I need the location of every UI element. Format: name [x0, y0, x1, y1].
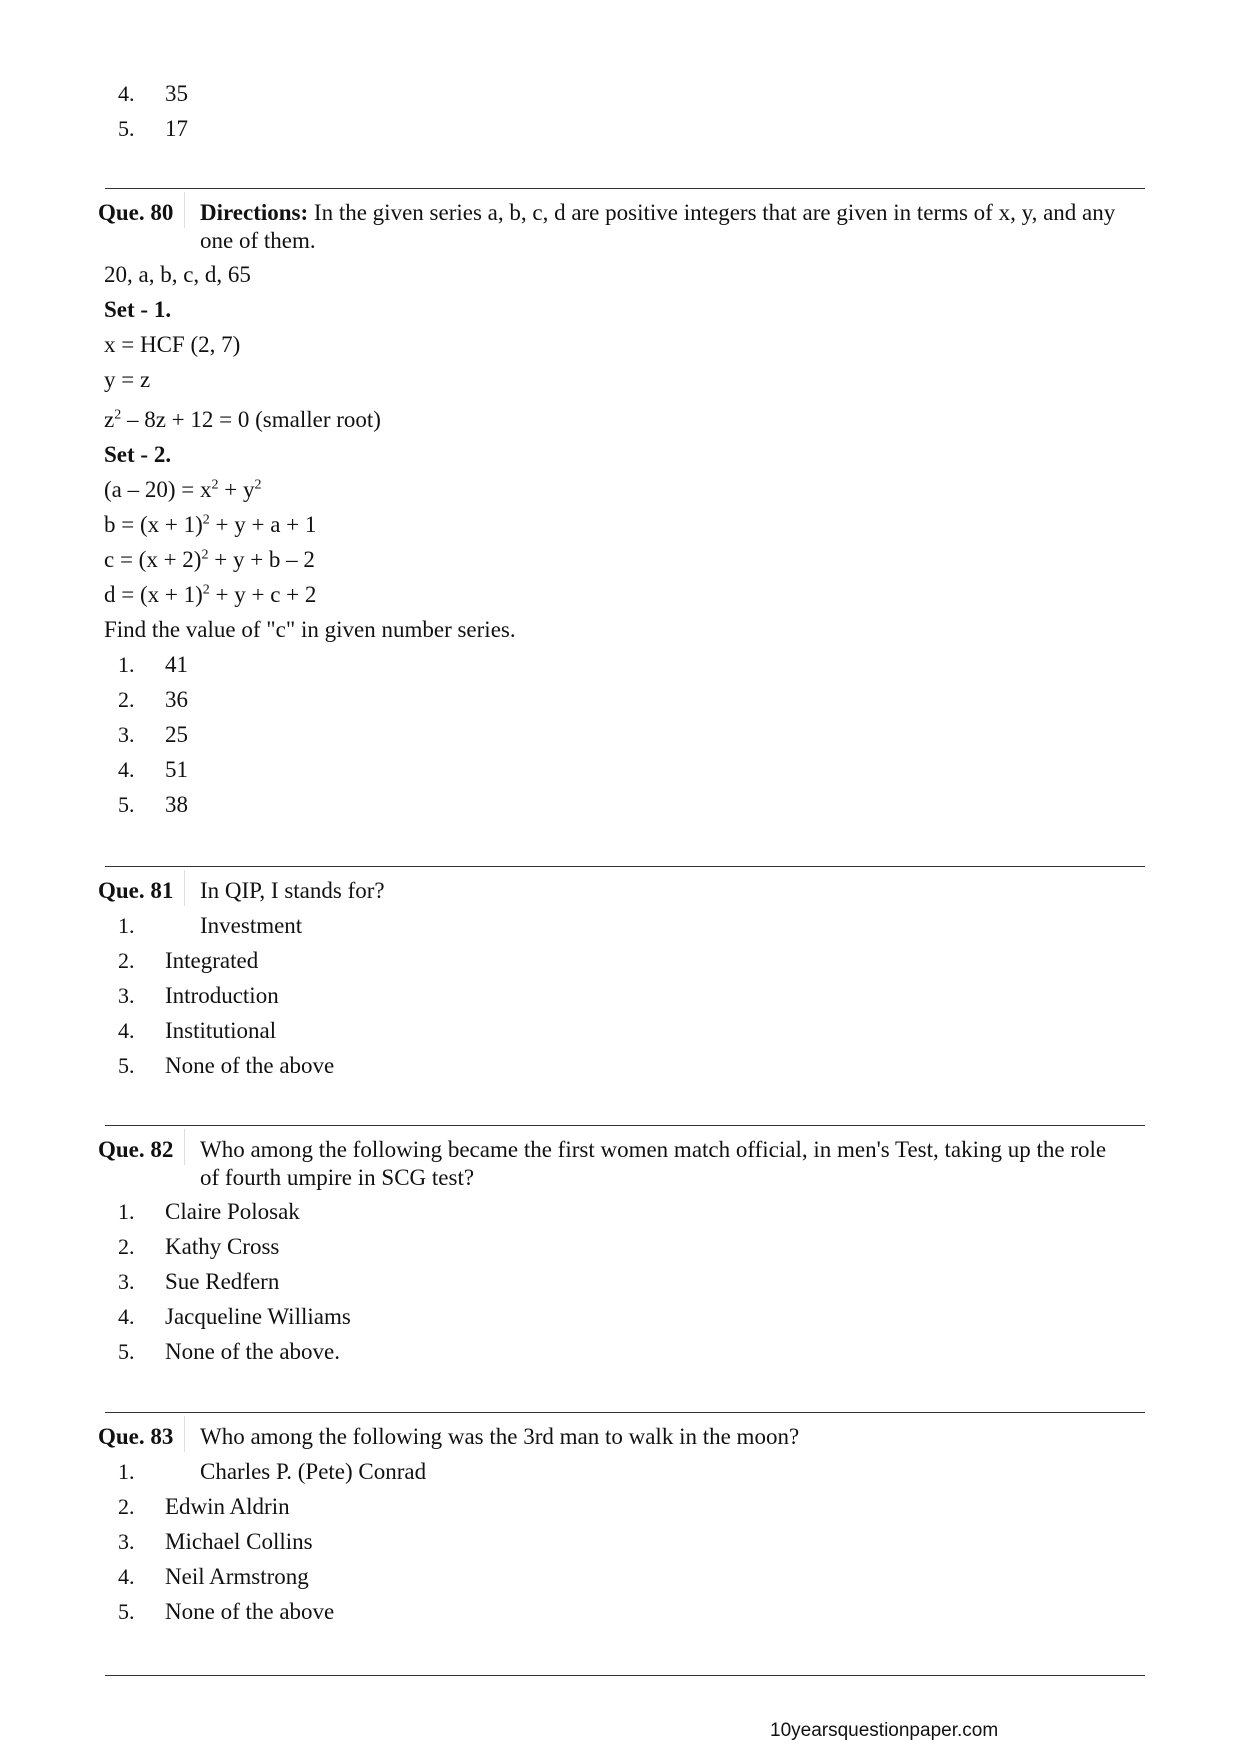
option-number: 4. — [118, 1018, 135, 1043]
option-text: Kathy Cross — [165, 1234, 280, 1259]
option-text: Charles P. (Pete) Conrad — [200, 1459, 427, 1484]
question-number-81: Que. 81 — [98, 878, 174, 903]
set-2-line-4: $d = (x + 1)^2 + y + c + 2$ — [104, 582, 317, 607]
option-number: 5. — [118, 1053, 135, 1078]
option-number: 5. — [118, 792, 135, 817]
option-text: None of the above — [165, 1053, 335, 1078]
option-number: 4. — [118, 757, 135, 782]
option-text: 36 — [165, 687, 188, 712]
option-text: Neil Armstrong — [165, 1564, 309, 1589]
option-number: 1. — [118, 1459, 135, 1484]
option-text: 38 — [165, 792, 188, 817]
option-number: 2. — [118, 1234, 135, 1259]
option-number: 1. — [118, 652, 135, 677]
set-1-label: Set - 1. — [104, 297, 172, 322]
question-80-text: Find the value of "c" in given number series. — [104, 617, 516, 642]
set-1-line-2: y = z — [104, 367, 151, 392]
directions-text: In the given series a, b, c, d are positive integers that are given in terms of x, y, and any — [308, 200, 1116, 225]
option-text: Michael Collins — [165, 1529, 313, 1554]
option-text: 51 — [165, 757, 188, 782]
option-text: None of the above — [165, 1599, 335, 1624]
set-2-label: Set - 2. — [104, 442, 172, 467]
option-number: 3. — [118, 983, 135, 1008]
option-number: 1. — [118, 1199, 135, 1224]
question-82-text: Who among the following became the first women match official, in men's Test, taking up the role of fourth umpire in SCG test? — [200, 1137, 1107, 1190]
option-number: 3. — [118, 1529, 135, 1554]
option-number: 2. — [118, 1494, 135, 1519]
separator-line — [105, 1675, 1145, 1676]
option-number: 4. — [118, 1304, 135, 1329]
option-text: 17 — [165, 116, 188, 141]
option-number: 2. — [118, 687, 135, 712]
set-2-line-1: $(a - 20) = x^2 + y^2$ — [104, 477, 262, 502]
option-text: Investment — [200, 913, 303, 938]
option-number: 2. — [118, 948, 135, 973]
option-text: 25 — [165, 722, 188, 747]
set-2-line-2: $b = (x + 1)^2 + y + a + 1$ — [104, 512, 317, 537]
set-1-line-3: $z^2 - 8z + 12 = 0$ (smaller root) — [104, 407, 381, 432]
option-number: 5. — [118, 1599, 135, 1624]
question-number-80: Que. 80 — [98, 200, 174, 225]
option-number: 3. — [118, 722, 135, 747]
option-text: Edwin Aldrin — [165, 1494, 290, 1519]
option-text: Sue Redfern — [165, 1269, 280, 1294]
separator-line — [105, 1125, 1145, 1126]
directions-text-continued: one of them. — [200, 228, 316, 253]
option-text: Institutional — [165, 1018, 277, 1043]
option-text: Introduction — [165, 983, 279, 1008]
question-80-directions — [200, 199, 1150, 255]
option-text: 35 — [165, 81, 188, 106]
option-text: Integrated — [165, 948, 259, 973]
option-number: 5. — [118, 116, 135, 141]
option-number: 3. — [118, 1269, 135, 1294]
separator-line — [105, 866, 1145, 867]
set-1-line-1: x = HCF (2, 7) — [104, 332, 241, 357]
separator-line — [105, 1412, 1145, 1413]
separator-line — [105, 188, 1145, 189]
option-text: None of the above. — [165, 1339, 340, 1364]
option-number: 4. — [118, 1564, 135, 1589]
option-number: 1. — [118, 913, 135, 938]
footer-website: 10yearsquestionpaper.com — [770, 1720, 999, 1741]
option-text: Jacqueline Williams — [165, 1304, 351, 1329]
number-series: 20, a, b, c, d, 65 — [104, 262, 251, 287]
question-83-text: Who among the following was the 3rd man to walk in the moon? — [200, 1424, 800, 1449]
option-number: 5. — [118, 1339, 135, 1364]
question-81-text: In QIP, I stands for? — [200, 878, 385, 903]
option-text: 41 — [165, 652, 188, 677]
question-number-82: Que. 82 — [98, 1137, 174, 1162]
option-text: Claire Polosak — [165, 1199, 300, 1224]
option-number: 4. — [118, 81, 135, 106]
set-2-line-3: $c = (x + 2)^2 + y + b - 2$ — [104, 547, 315, 572]
question-number-83: Que. 83 — [98, 1424, 174, 1449]
directions-label: Directions: — [200, 200, 309, 225]
